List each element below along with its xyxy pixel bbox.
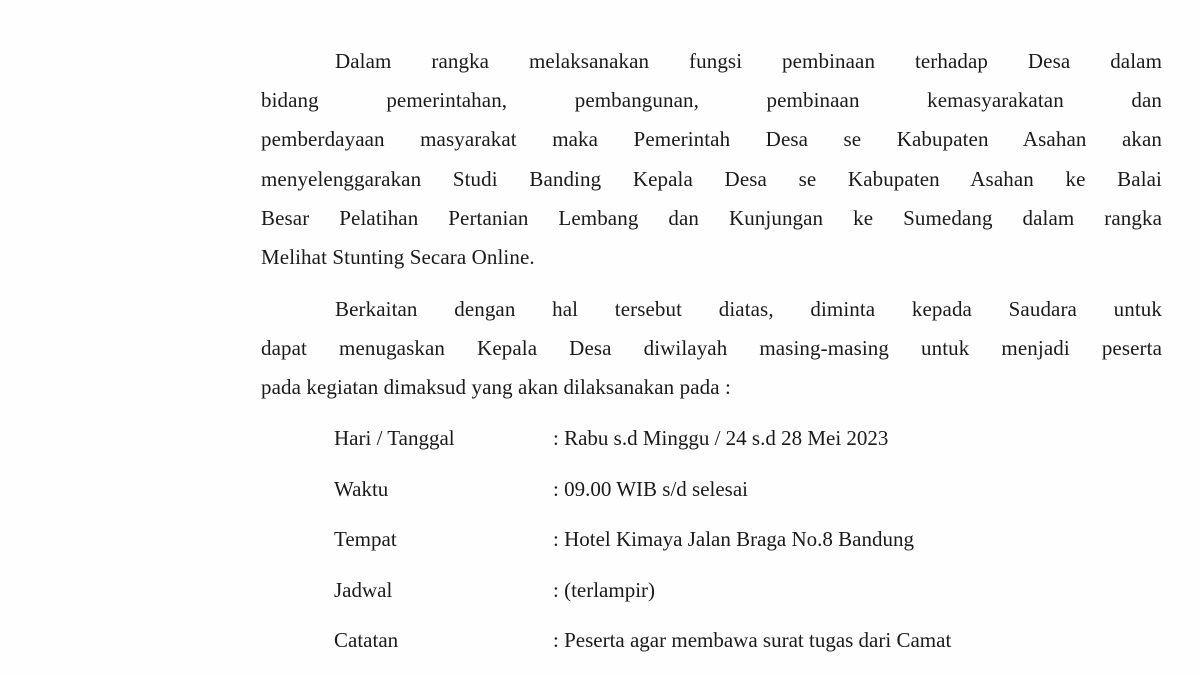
detail-value: : Peserta agar membawa surat tugas dari Camat [553, 628, 952, 652]
detail-row-schedule [334, 572, 1154, 623]
detail-label: Tempat [334, 527, 397, 551]
detail-value: : Rabu s.d Minggu / 24 s.d 28 Mei 2023 [553, 426, 889, 450]
paragraph-line: menyelenggarakan Studi Banding Kepala Desa se Kabupaten Asahan ke Balai [261, 166, 1162, 191]
paragraph-line: bidang pemerintahan, pembangunan, pembinaan kemasyarakatan dan [261, 88, 1162, 113]
detail-value: : Hotel Kimaya Jalan Braga No.8 Bandung [553, 527, 914, 551]
detail-row-place [334, 521, 1154, 572]
paragraph-line: dapat menugaskan Kepala Desa diwilayah masing-masing untuk menjadi peserta [261, 336, 1162, 361]
paragraph-line: Dalam rangka melaksanakan fungsi pembinaan terhadap Desa dalam [335, 49, 1162, 73]
detail-row-time [334, 471, 1154, 522]
paragraph-line: Berkaitan dengan hal tersebut diatas, diminta kepada Saudara untuk [335, 297, 1162, 321]
paragraph-intro [261, 42, 1162, 277]
paragraph-line: Melihat Stunting Secara Online. [261, 244, 535, 269]
detail-label: Catatan [334, 628, 399, 652]
detail-value: : 09.00 WIB s/d selesai [553, 476, 749, 501]
event-details-list [334, 420, 1154, 673]
detail-value: : (terlampir) [553, 577, 656, 602]
paragraph-line: Besar Pelatihan Pertanian Lembang dan Kunjungan ke Sumedang dalam rangka [261, 205, 1162, 230]
detail-row-notes [334, 622, 1154, 673]
paragraph-request [261, 290, 1162, 408]
paragraph-line: pemberdayaan masyarakat maka Pemerintah Desa se Kabupaten Asahan akan [261, 127, 1162, 152]
detail-label: Hari / Tanggal [334, 426, 455, 450]
detail-label: Waktu [334, 476, 389, 501]
detail-label: Jadwal [334, 577, 393, 602]
paragraph-line: pada kegiatan dimaksud yang akan dilaksanakan pada : [261, 375, 731, 400]
detail-row-date [334, 420, 1154, 471]
